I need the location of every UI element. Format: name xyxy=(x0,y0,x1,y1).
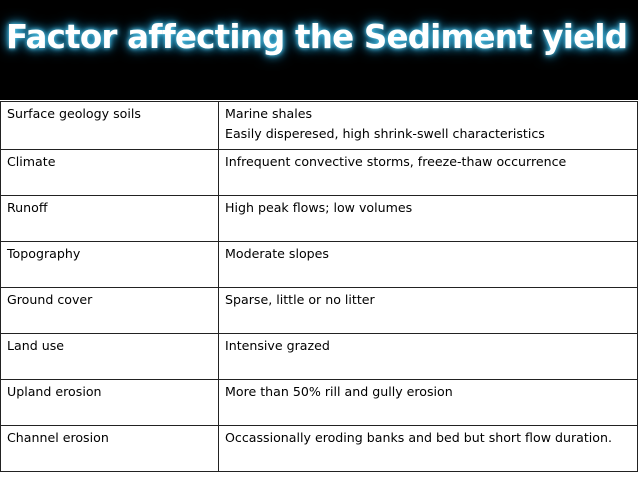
value-cell: More than 50% rill and gully erosion xyxy=(219,380,638,426)
table-row xyxy=(1,150,638,196)
slide-title: Factor affecting the Sediment yield xyxy=(6,18,628,56)
table-row xyxy=(1,380,638,426)
value-cell: Intensive grazed xyxy=(219,334,638,380)
value-cell: Infrequent convective storms, freeze-thaw occurrence xyxy=(219,150,638,196)
factor-cell: Climate xyxy=(1,150,219,196)
factor-cell: Channel erosion xyxy=(1,426,219,472)
value-line: Easily disperesed, high shrink-swell characteristics xyxy=(225,126,545,141)
table-row xyxy=(1,334,638,380)
factors-table xyxy=(0,101,638,472)
value-line: Marine shales xyxy=(225,106,313,121)
value-cell: Sparse, little or no litter xyxy=(219,288,638,334)
table-row xyxy=(1,196,638,242)
value-cell: Occassionally eroding banks and bed but short flow duration. xyxy=(219,426,638,472)
table-row xyxy=(1,242,638,288)
table-row xyxy=(1,102,638,150)
table-row xyxy=(1,288,638,334)
table-row xyxy=(1,426,638,472)
value-cell: Moderate slopes xyxy=(219,242,638,288)
factor-cell: Ground cover xyxy=(1,288,219,334)
factor-cell: Land use xyxy=(1,334,219,380)
factor-cell: Runoff xyxy=(1,196,219,242)
factor-cell: Surface geology soils xyxy=(1,102,219,150)
value-cell: High peak flows; low volumes xyxy=(219,196,638,242)
factor-cell: Topography xyxy=(1,242,219,288)
value-cell xyxy=(219,102,638,150)
title-bar xyxy=(0,0,638,100)
factor-cell: Upland erosion xyxy=(1,380,219,426)
